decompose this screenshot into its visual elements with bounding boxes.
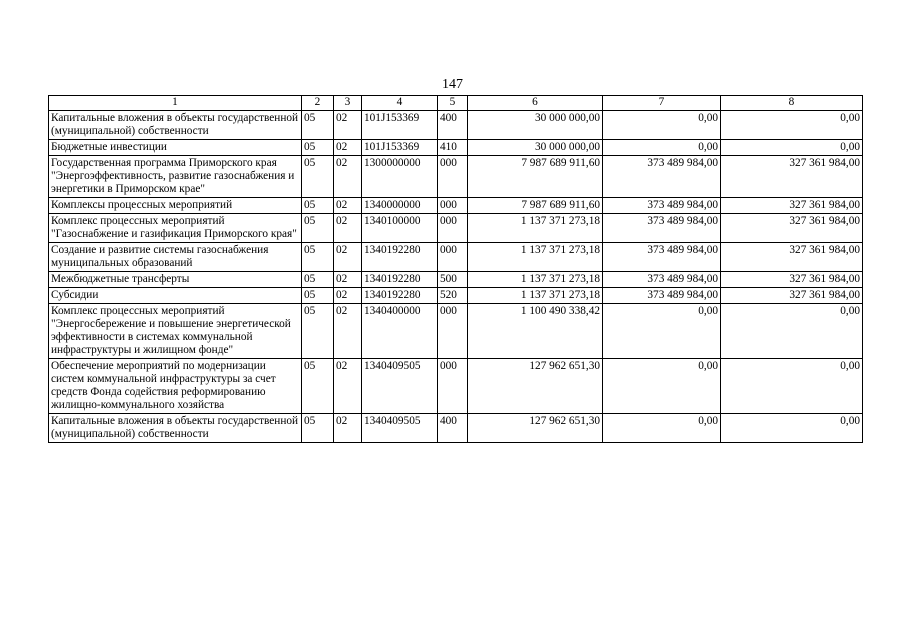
amount-col7: 373 489 984,00	[603, 243, 721, 272]
table-row	[49, 140, 863, 156]
amount-col6: 7 987 689 911,60	[468, 198, 603, 214]
amount-col6: 30 000 000,00	[468, 140, 603, 156]
amount-col6: 127 962 651,30	[468, 414, 603, 443]
amount-col8: 0,00	[721, 140, 863, 156]
section-code: 05	[302, 198, 334, 214]
target-article-code: 1340409505	[362, 359, 438, 414]
item-name: Создание и развитие системы газоснабжения муниципальных образований	[49, 243, 302, 272]
table-row	[49, 111, 863, 140]
budget-table	[48, 95, 863, 443]
table-row	[49, 156, 863, 198]
amount-col8: 0,00	[721, 304, 863, 359]
section-code: 05	[302, 214, 334, 243]
subsection-code: 02	[334, 111, 362, 140]
item-name: Бюджетные инвестиции	[49, 140, 302, 156]
section-code: 05	[302, 111, 334, 140]
amount-col6: 1 137 371 273,18	[468, 243, 603, 272]
table-row	[49, 272, 863, 288]
amount-col7: 0,00	[603, 140, 721, 156]
item-name: Обеспечение мероприятий по модернизации систем коммунальной инфраструктуры за счет средств Фонда содействия реформированию жилищно-коммунального хозяйства	[49, 359, 302, 414]
expense-type-code: 000	[438, 198, 468, 214]
amount-col8: 327 361 984,00	[721, 272, 863, 288]
item-name: Капитальные вложения в объекты государственной (муниципальной) собственности	[49, 111, 302, 140]
table-row	[49, 304, 863, 359]
expense-type-code: 000	[438, 156, 468, 198]
expense-type-code: 400	[438, 414, 468, 443]
amount-col8: 327 361 984,00	[721, 243, 863, 272]
subsection-code: 02	[334, 140, 362, 156]
section-code: 05	[302, 359, 334, 414]
amount-col7: 373 489 984,00	[603, 214, 721, 243]
amount-col7: 373 489 984,00	[603, 288, 721, 304]
expense-type-code: 000	[438, 359, 468, 414]
subsection-code: 02	[334, 359, 362, 414]
amount-col7: 373 489 984,00	[603, 272, 721, 288]
amount-col6: 7 987 689 911,60	[468, 156, 603, 198]
table-row	[49, 214, 863, 243]
amount-col6: 127 962 651,30	[468, 359, 603, 414]
amount-col7: 0,00	[603, 304, 721, 359]
section-code: 05	[302, 156, 334, 198]
item-name: Комплексы процессных мероприятий	[49, 198, 302, 214]
section-code: 05	[302, 243, 334, 272]
amount-col6: 1 137 371 273,18	[468, 214, 603, 243]
table-row	[49, 243, 863, 272]
expense-type-code: 000	[438, 304, 468, 359]
subsection-code: 02	[334, 156, 362, 198]
section-code: 05	[302, 272, 334, 288]
item-name: Комплекс процессных мероприятий "Энергосбережение и повышение энергетической эффективности в системах коммунальной инфраструктуры и жилищном фонде"	[49, 304, 302, 359]
column-header: 4	[362, 96, 438, 111]
amount-col8: 0,00	[721, 359, 863, 414]
amount-col7: 373 489 984,00	[603, 198, 721, 214]
expense-type-code: 520	[438, 288, 468, 304]
column-header: 8	[721, 96, 863, 111]
expense-type-code: 400	[438, 111, 468, 140]
column-header: 5	[438, 96, 468, 111]
subsection-code: 02	[334, 243, 362, 272]
amount-col6: 30 000 000,00	[468, 111, 603, 140]
amount-col7: 0,00	[603, 414, 721, 443]
target-article-code: 1340192280	[362, 243, 438, 272]
column-header: 6	[468, 96, 603, 111]
column-header: 1	[49, 96, 302, 111]
item-name: Государственная программа Приморского края "Энергоэффективность, развитие газоснабжения и энергетики в Приморском крае"	[49, 156, 302, 198]
target-article-code: 1300000000	[362, 156, 438, 198]
amount-col8: 0,00	[721, 414, 863, 443]
amount-col8: 327 361 984,00	[721, 214, 863, 243]
amount-col8: 327 361 984,00	[721, 198, 863, 214]
item-name: Капитальные вложения в объекты государственной (муниципальной) собственности	[49, 414, 302, 443]
expense-type-code: 000	[438, 214, 468, 243]
table-row	[49, 414, 863, 443]
target-article-code: 1340409505	[362, 414, 438, 443]
item-name: Субсидии	[49, 288, 302, 304]
subsection-code: 02	[334, 272, 362, 288]
amount-col7: 0,00	[603, 359, 721, 414]
column-header: 2	[302, 96, 334, 111]
amount-col6: 1 137 371 273,18	[468, 288, 603, 304]
subsection-code: 02	[334, 414, 362, 443]
target-article-code: 1340100000	[362, 214, 438, 243]
expense-type-code: 000	[438, 243, 468, 272]
amount-col8: 327 361 984,00	[721, 156, 863, 198]
subsection-code: 02	[334, 304, 362, 359]
target-article-code: 1340192280	[362, 288, 438, 304]
page-number: 147	[442, 77, 463, 92]
column-header: 3	[334, 96, 362, 111]
subsection-code: 02	[334, 214, 362, 243]
section-code: 05	[302, 304, 334, 359]
amount-col7: 373 489 984,00	[603, 156, 721, 198]
section-code: 05	[302, 414, 334, 443]
target-article-code: 1340192280	[362, 272, 438, 288]
section-code: 05	[302, 288, 334, 304]
section-code: 05	[302, 140, 334, 156]
target-article-code: 1340400000	[362, 304, 438, 359]
subsection-code: 02	[334, 288, 362, 304]
table-row	[49, 198, 863, 214]
amount-col8: 327 361 984,00	[721, 288, 863, 304]
target-article-code: 101J153369	[362, 140, 438, 156]
subsection-code: 02	[334, 198, 362, 214]
table-row	[49, 288, 863, 304]
amount-col6: 1 137 371 273,18	[468, 272, 603, 288]
column-header: 7	[603, 96, 721, 111]
amount-col8: 0,00	[721, 111, 863, 140]
amount-col6: 1 100 490 338,42	[468, 304, 603, 359]
table-row	[49, 359, 863, 414]
item-name: Комплекс процессных мероприятий "Газоснабжение и газификация Приморского края"	[49, 214, 302, 243]
amount-col7: 0,00	[603, 111, 721, 140]
target-article-code: 1340000000	[362, 198, 438, 214]
target-article-code: 101J153369	[362, 111, 438, 140]
table-header-row	[49, 96, 863, 111]
expense-type-code: 500	[438, 272, 468, 288]
item-name: Межбюджетные трансферты	[49, 272, 302, 288]
expense-type-code: 410	[438, 140, 468, 156]
